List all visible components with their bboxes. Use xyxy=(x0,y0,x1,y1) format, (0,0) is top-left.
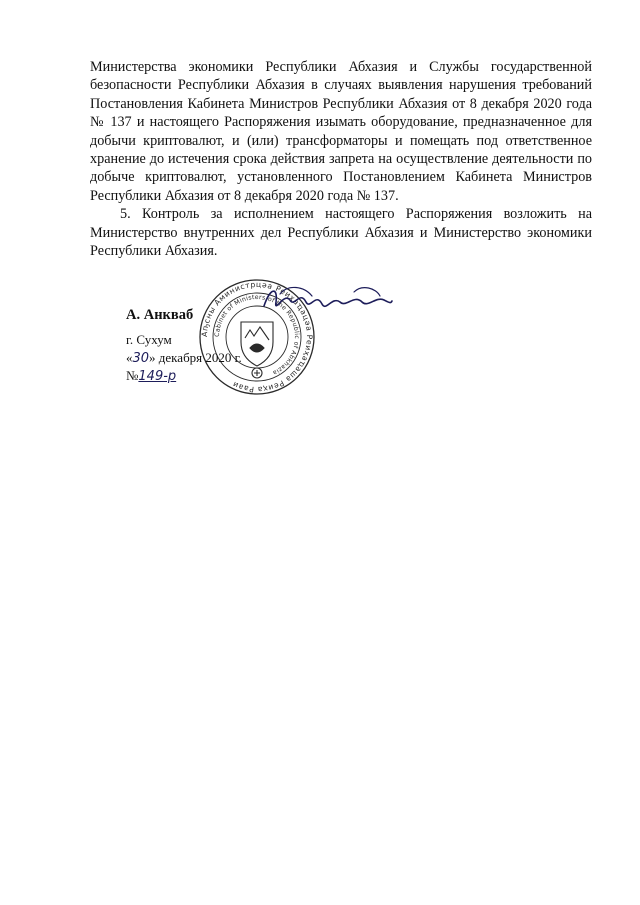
date-open-quote: « xyxy=(126,350,133,365)
signing-date xyxy=(126,350,242,366)
date-day-handwritten: 30 xyxy=(132,351,150,366)
order-number xyxy=(126,368,176,384)
place-of-signing: г. Сухум xyxy=(126,332,172,347)
seal-outer-text: Аҧсны Аминистрцәа Реиҳаҵацәа Реиҳаҵаша Реиҳа Рааи xyxy=(199,279,315,395)
signer-name: А. Анкваб xyxy=(126,307,194,323)
seal-inner-text: Cabinet of Ministers of the Republic of Abkhazia xyxy=(213,293,301,377)
signature-icon xyxy=(258,282,394,322)
date-rest: » декабря 2020 г. xyxy=(149,350,242,365)
order-number-handwritten: 149-р xyxy=(138,369,177,384)
paragraph-continuation: Министерства экономики Республики Абхазия и Службы государственной безопасности Республики Абхазия в случаях выявления нарушения требований Постановления Кабинета Министров Республики Абхазия от 8 декабря 2020 года № 137 и настоящего Распоряжения изымать оборудование, предназначенное для добычи криптовалют, и (или) трансформаторы и помещать под ответственное хранение до истечения срока действия запрета на осуществление деятельности по добыче криптовалют, установленного Постановлением Кабинета Министров Республики Абхазия от 8 декабря 2020 года № 137. xyxy=(90,59,592,204)
order-number-prefix: № xyxy=(126,368,139,383)
body-text xyxy=(90,58,592,260)
emblem-icon xyxy=(241,322,273,378)
paragraph-item-5: 5. Контроль за исполнением настоящего Распоряжения возложить на Министерство внутренних дел Республики Абхазия и Министерство экономики Республики Абхазия. xyxy=(90,206,592,260)
